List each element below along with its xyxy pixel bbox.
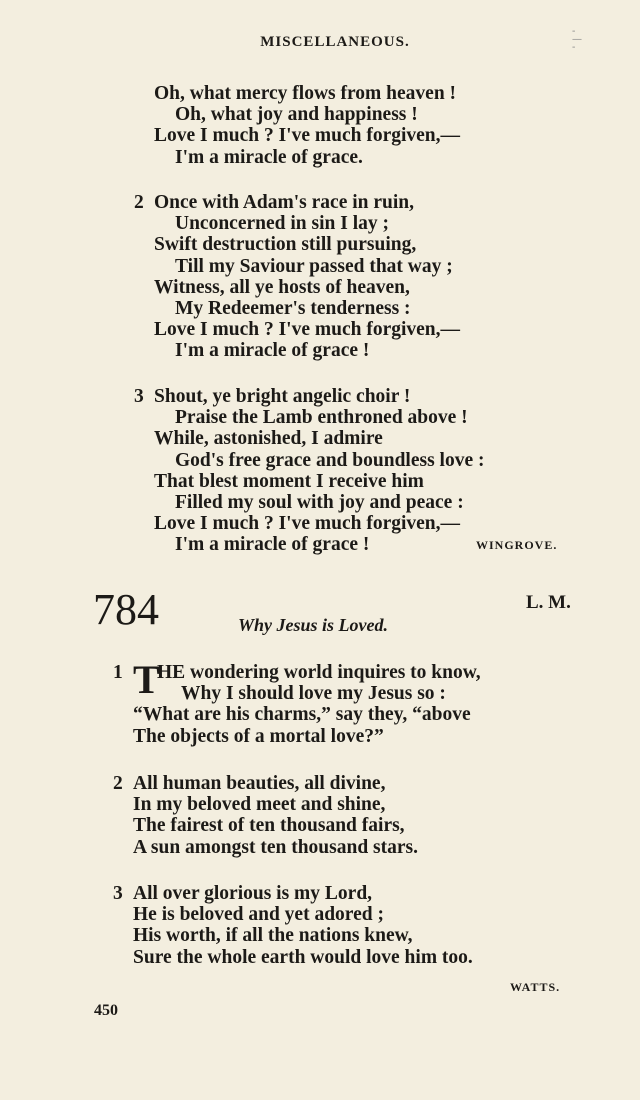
stanza-1-ending <box>154 83 460 168</box>
stanza-number: 3 <box>134 386 144 407</box>
verse-line: Unconcerned in sin I lay ; <box>175 213 389 235</box>
author-credit: WINGROVE. <box>476 538 558 552</box>
verse-line: Sure the whole earth would love him too. <box>133 946 473 968</box>
margin-mark: - — - <box>572 26 582 53</box>
verse-line: Swift destruction still pursuing, <box>154 234 417 256</box>
hymn-meter: L. M. <box>526 592 571 613</box>
page-number: 450 <box>94 1002 118 1019</box>
verse-line: I'm a miracle of grace. <box>175 146 363 168</box>
stanza-2 <box>113 773 418 858</box>
verse-line: That blest moment I receive him <box>154 470 424 492</box>
author-credit: WATTS. <box>510 980 561 994</box>
verse-line: My Redeemer's tenderness : <box>175 298 411 320</box>
verse-line: The fairest of ten thousand fairs, <box>133 815 405 837</box>
verse-line: All over glorious is my Lord, <box>133 883 373 904</box>
verse-line: I'm a miracle of grace ! <box>175 340 370 362</box>
verse-line: Till my Saviour passed that way ; <box>175 255 453 277</box>
verse-line: Why I should love my Jesus so : <box>181 683 446 705</box>
verse-line: A sun amongst ten thousand stars. <box>133 836 418 858</box>
verse-line: Oh, what mercy flows from heaven ! <box>154 83 457 104</box>
verse-line: HE wondering world inquires to know, <box>157 662 481 683</box>
verse-line: While, astonished, I admire <box>154 428 383 450</box>
verse-line: Witness, all ye hosts of heaven, <box>154 276 410 298</box>
verse-line: I'm a miracle of grace ! <box>175 534 370 556</box>
stanza-3 <box>113 883 473 968</box>
stanza-number: 2 <box>113 773 123 794</box>
verse-line: Once with Adam's race in ruin, <box>154 192 415 213</box>
stanza-number: 2 <box>134 192 144 213</box>
verse-line: The objects of a mortal love?” <box>133 725 384 747</box>
stanza-number: 1 <box>113 662 123 683</box>
hymn-title: Why Jesus is Loved. <box>238 615 388 635</box>
verse-line: Praise the Lamb enthroned above ! <box>175 407 468 429</box>
stanza-1 <box>113 657 481 747</box>
verse-line: All human beauties, all divine, <box>133 773 386 794</box>
verse-line: God's free grace and boundless love : <box>175 449 485 471</box>
drop-cap: T <box>133 657 160 702</box>
verse-line: In my beloved meet and shine, <box>133 794 386 816</box>
verse-line: He is beloved and yet adored ; <box>133 904 384 926</box>
verse-line: Love I much ? I've much forgiven,— <box>154 125 461 147</box>
verse-line: Love I much ? I've much forgiven,— <box>154 513 461 535</box>
hymn-number: 784 <box>93 585 159 634</box>
stanza-number: 3 <box>113 883 123 904</box>
verse-line: Oh, what joy and happiness ! <box>175 104 418 126</box>
verse-line: Love I much ? I've much forgiven,— <box>154 319 461 341</box>
verse-line: Filled my soul with joy and peace : <box>175 492 464 514</box>
running-header: MISCELLANEOUS. <box>260 34 410 50</box>
verse-line: “What are his charms,” say they, “above <box>133 704 471 726</box>
stanza-3 <box>134 386 485 556</box>
stanza-2 <box>134 192 461 362</box>
verse-line: Shout, ye bright angelic choir ! <box>154 386 411 407</box>
verse-line: His worth, if all the nations knew, <box>133 925 413 947</box>
